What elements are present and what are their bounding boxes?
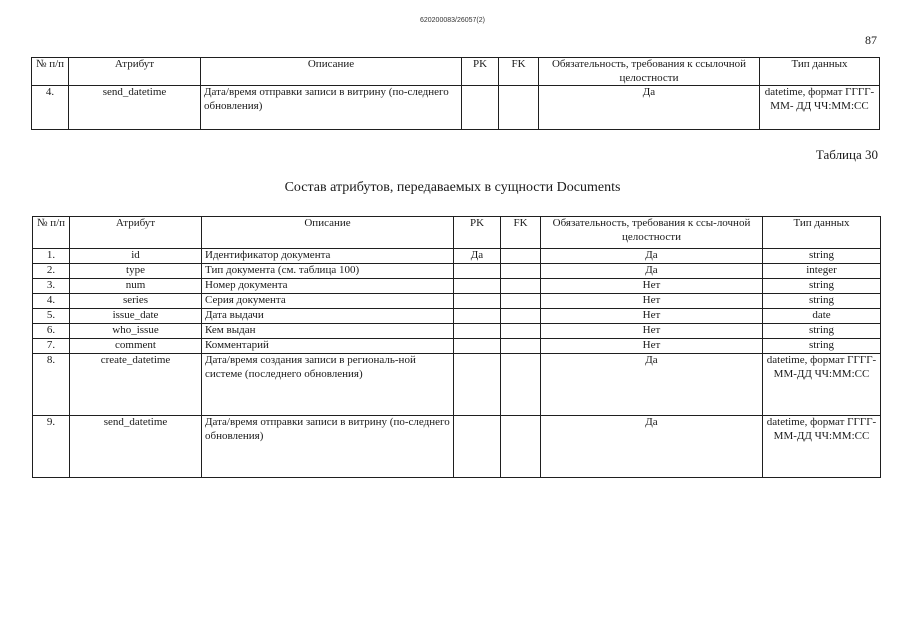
- cell-fk: [499, 86, 539, 130]
- section-title: Состав атрибутов, передаваемых в сущности Documents: [284, 180, 621, 195]
- cell-req: Да: [541, 264, 763, 279]
- table-row: [33, 416, 881, 478]
- cell-pk: [454, 354, 501, 416]
- col-header-pk: PK: [454, 217, 501, 249]
- table-row: [33, 264, 881, 279]
- cell-type: string: [763, 324, 881, 339]
- cell-fk: [501, 294, 541, 309]
- cell-num: 8.: [33, 354, 70, 416]
- cell-attr: id: [70, 249, 202, 264]
- cell-attr: send_datetime: [70, 416, 202, 478]
- cell-attr: issue_date: [70, 309, 202, 324]
- cell-req: Нет: [541, 309, 763, 324]
- col-header-pk: PK: [462, 58, 499, 86]
- cell-req: Нет: [541, 339, 763, 354]
- cell-attr: who_issue: [70, 324, 202, 339]
- col-header-fk: FK: [501, 217, 541, 249]
- cell-req: Нет: [541, 279, 763, 294]
- cell-desc: Идентификатор документа: [202, 249, 454, 264]
- cell-desc: Кем выдан: [202, 324, 454, 339]
- col-header-num: № п/п: [33, 217, 70, 249]
- cell-pk: Да: [454, 249, 501, 264]
- table-header-row: [33, 217, 881, 249]
- document-stamp: 620200083/26057(2): [419, 17, 485, 24]
- cell-type: datetime, формат ГГГГ- ММ-ДД ЧЧ:ММ:СС: [763, 354, 881, 416]
- cell-num: 5.: [33, 309, 70, 324]
- cell-req: Нет: [541, 324, 763, 339]
- cell-desc: Дата/время создания записи в региональ-ной системе (последнего обновления): [202, 354, 454, 416]
- cell-type: datetime, формат ГГГГ-ММ- ДД ЧЧ:ММ:СС: [760, 86, 880, 130]
- cell-desc: Дата/время отправки записи в витрину (по-следнего обновления): [202, 416, 454, 478]
- cell-type: string: [763, 249, 881, 264]
- cell-req: Да: [541, 354, 763, 416]
- cell-type: string: [763, 294, 881, 309]
- cell-type: datetime, формат ГГГГ- ММ-ДД ЧЧ:ММ:СС: [763, 416, 881, 478]
- cell-type: date: [763, 309, 881, 324]
- cell-num: 1.: [33, 249, 70, 264]
- table-row: [33, 249, 881, 264]
- cell-num: 3.: [33, 279, 70, 294]
- cell-pk: [454, 279, 501, 294]
- cell-fk: [501, 264, 541, 279]
- cell-attr: comment: [70, 339, 202, 354]
- col-header-req: Обязательность, требования к ссы-лочной целостности: [541, 217, 763, 249]
- col-header-desc: Описание: [202, 217, 454, 249]
- table-row: [33, 309, 881, 324]
- cell-num: 7.: [33, 339, 70, 354]
- cell-desc: Дата выдачи: [202, 309, 454, 324]
- cell-pk: [454, 416, 501, 478]
- cell-num: 9.: [33, 416, 70, 478]
- col-header-num: № п/п: [32, 58, 69, 86]
- cell-pk: [454, 264, 501, 279]
- table-header-row: [32, 58, 880, 86]
- cell-type: string: [763, 279, 881, 294]
- cell-type: integer: [763, 264, 881, 279]
- cell-fk: [501, 416, 541, 478]
- cell-pk: [454, 309, 501, 324]
- cell-desc: Серия документа: [202, 294, 454, 309]
- cell-req: Да: [541, 249, 763, 264]
- cell-pk: [454, 339, 501, 354]
- table-row: [33, 279, 881, 294]
- table-caption: Таблица 30: [815, 147, 878, 162]
- cell-attr: type: [70, 264, 202, 279]
- cell-fk: [501, 309, 541, 324]
- cell-num: 4.: [33, 294, 70, 309]
- col-header-attr: Атрибут: [70, 217, 202, 249]
- cell-num: 2.: [33, 264, 70, 279]
- cell-attr: series: [70, 294, 202, 309]
- cell-type: string: [763, 339, 881, 354]
- table-row: [33, 354, 881, 416]
- col-header-type: Тип данных: [763, 217, 881, 249]
- cell-fk: [501, 354, 541, 416]
- cell-desc: Комментарий: [202, 339, 454, 354]
- cell-attr: create_datetime: [70, 354, 202, 416]
- cell-req: Да: [539, 86, 760, 130]
- cell-fk: [501, 324, 541, 339]
- cell-num: 6.: [33, 324, 70, 339]
- cell-req: Да: [541, 416, 763, 478]
- page-number: 87: [865, 33, 877, 47]
- cell-attr: num: [70, 279, 202, 294]
- cell-pk: [462, 86, 499, 130]
- cell-fk: [501, 279, 541, 294]
- table-row: [32, 86, 880, 130]
- col-header-fk: FK: [499, 58, 539, 86]
- cell-pk: [454, 324, 501, 339]
- cell-desc: Номер документа: [202, 279, 454, 294]
- col-header-req: Обязательность, требования к ссылочной целостности: [539, 58, 760, 86]
- documents-attributes-table: [32, 216, 881, 478]
- col-header-type: Тип данных: [760, 58, 880, 86]
- cell-req: Нет: [541, 294, 763, 309]
- cell-num: 4.: [32, 86, 69, 130]
- cell-desc: Дата/время отправки записи в витрину (по-следнего обновления): [201, 86, 462, 130]
- table-row: [33, 339, 881, 354]
- cell-fk: [501, 339, 541, 354]
- col-header-desc: Описание: [201, 58, 462, 86]
- col-header-attr: Атрибут: [69, 58, 201, 86]
- attributes-table-continued: [31, 57, 880, 130]
- table-row: [33, 294, 881, 309]
- cell-fk: [501, 249, 541, 264]
- cell-attr: send_datetime: [69, 86, 201, 130]
- table-row: [33, 324, 881, 339]
- cell-pk: [454, 294, 501, 309]
- cell-desc: Тип документа (см. таблица 100): [202, 264, 454, 279]
